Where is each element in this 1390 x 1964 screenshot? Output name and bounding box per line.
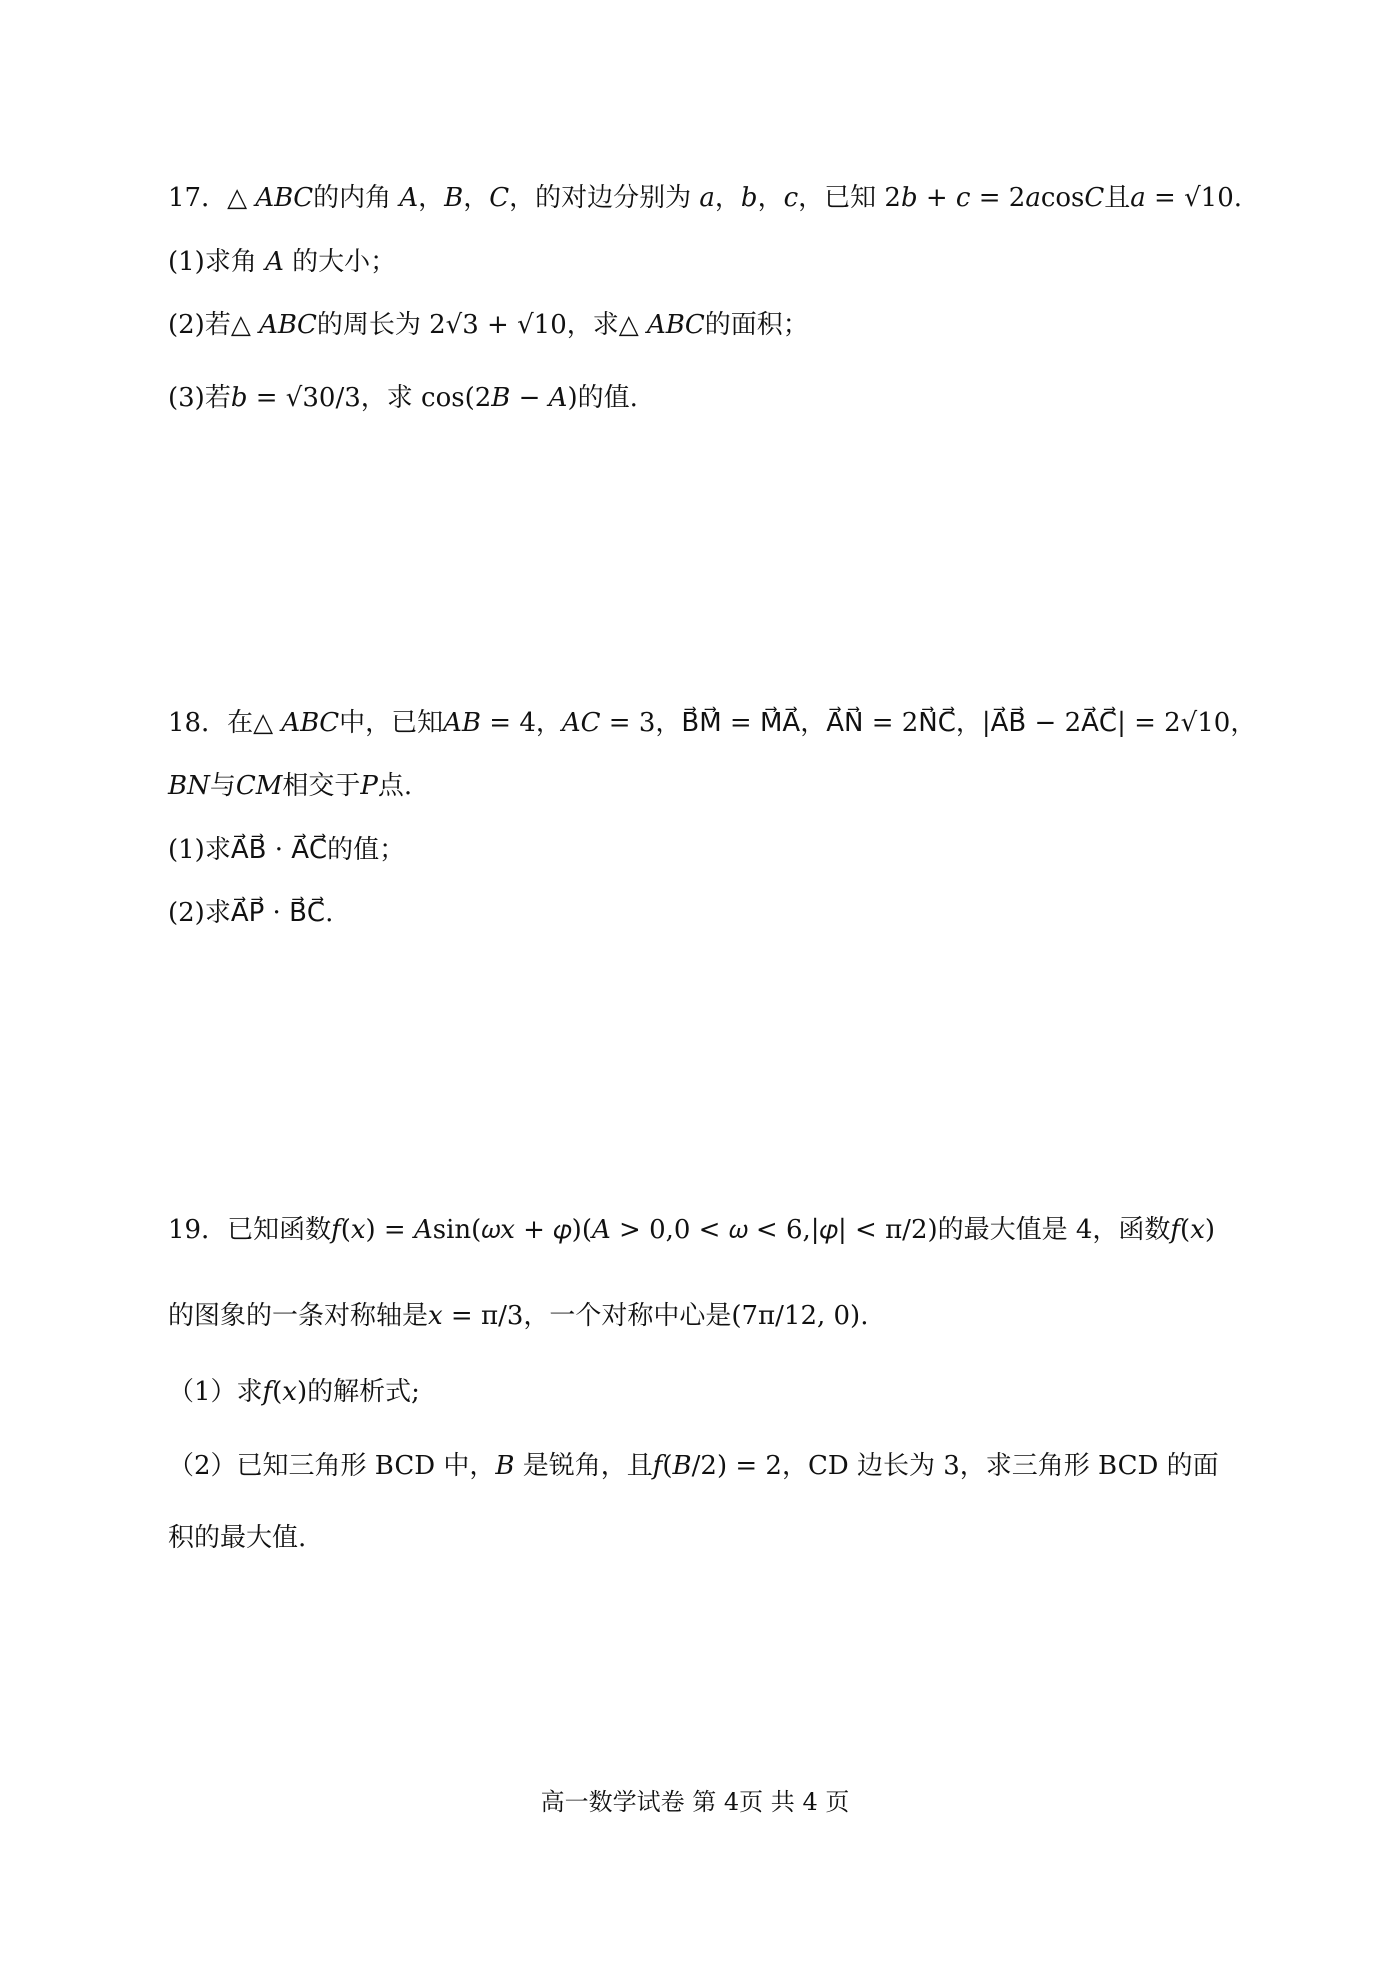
- problem-19-statement-cont: 的图象的一条对称轴是𝑥 = π/3，一个对称中心是(7π/12, 0).: [168, 1301, 869, 1331]
- problem-19-part-1: （1）求𝑓(𝑥)的解析式;: [168, 1377, 420, 1407]
- problem-18-statement: 18．在△ 𝐴𝐵𝐶中，已知𝐴𝐵 = 4，𝐴𝐶 = 3，B⃗M⃗ = M⃗A⃗，A⃗N⃗ = 2N⃗C⃗，|A⃗B⃗ − 2A⃗C⃗| = 2√10，: [168, 708, 1257, 738]
- problem-19-statement: 19．已知函数𝑓(𝑥) = 𝐴sin(𝜔𝑥 + 𝜑)(𝐴 > 0,0 < 𝜔 < 6,|𝜑| < π/2)的最大值是 4，函数𝑓(𝑥): [168, 1215, 1216, 1245]
- problem-19-part-2: （2）已知三角形 BCD 中，𝐵 是锐角，且𝑓(𝐵/2) = 2，CD 边长为 3，求三角形 BCD 的面: [168, 1451, 1219, 1481]
- problem-17-part-1: (1)求角 𝐴 的大小；: [168, 247, 397, 277]
- problem-18-part-2: (2)求A⃗P⃗ · B⃗C⃗.: [168, 898, 334, 928]
- problem-17-part-3: (3)若𝑏 = √30/3，求 cos(2𝐵 − 𝐴)的值.: [168, 383, 638, 413]
- problem-18-part-1: (1)求A⃗B⃗ · A⃗C⃗的值；: [168, 835, 406, 865]
- problem-17-statement: 17．△ 𝐴𝐵𝐶的内角 𝐴，𝐵，𝐶，的对边分别为 𝑎，𝑏，𝑐，已知 2𝑏 + 𝑐 = 2𝑎cos𝐶且𝑎 = √10.: [168, 183, 1242, 213]
- page-footer: 高一数学试卷 第 4页 共 4 页: [540, 1788, 850, 1816]
- problem-17-part-2: (2)若△ 𝐴𝐵𝐶的周长为 2√3 + √10，求△ 𝐴𝐵𝐶的面积；: [168, 310, 809, 340]
- problem-18-statement-cont: 𝐵𝑁与𝐶𝑀相交于𝑃点.: [168, 771, 413, 801]
- problem-19-part-2-cont: 积的最大值.: [168, 1523, 307, 1553]
